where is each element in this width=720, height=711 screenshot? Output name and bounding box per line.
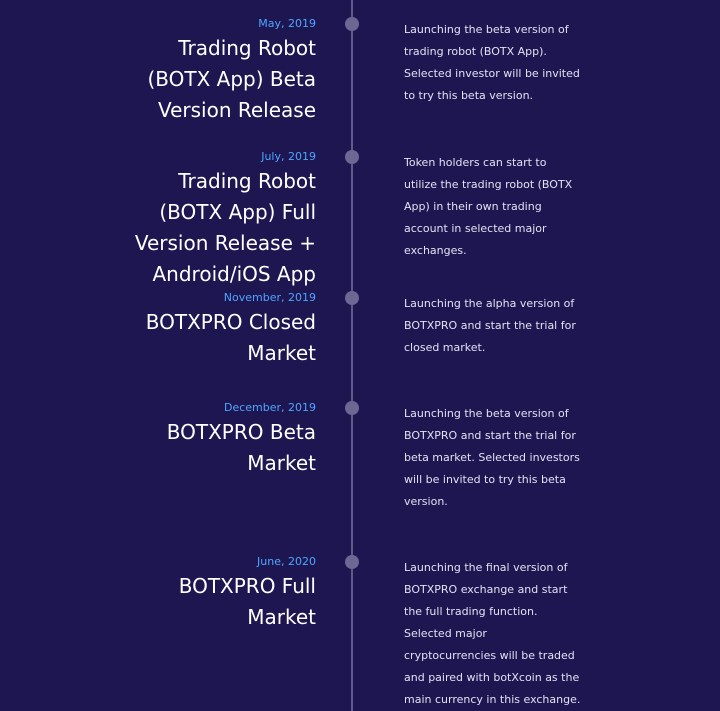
milestone-date: December, 2019 xyxy=(223,401,316,414)
milestone-description: Launching the beta version of trading robot (BOTX App). Selected investor will be invited to try this beta version. xyxy=(404,23,580,102)
timeline-dot xyxy=(345,291,359,305)
milestone-description: Token holders can start to utilize the trading robot (BOTX App) in their own trading account in selected major exchanges. xyxy=(404,156,573,257)
milestone-title: BOTXPRO Closed Market xyxy=(145,310,316,365)
milestone-description: Launching the alpha version of BOTXPRO and start the trial for closed market. xyxy=(404,297,576,354)
milestone-title: BOTXPRO Full Market xyxy=(178,574,316,629)
timeline-line xyxy=(351,0,353,711)
milestone-date: May, 2019 xyxy=(258,17,316,30)
milestone-description: Launching the final version of BOTXPRO exchange and start the full trading function. Selected major cryptocurrencies will be traded and paired with botXcoin as the main currency in this exchange. xyxy=(404,561,581,706)
milestone-title: Trading Robot (BOTX App) Full Version Release + Android/iOS App xyxy=(134,169,316,286)
milestone-title: BOTXPRO Beta Market xyxy=(166,420,316,475)
milestone-title: Trading Robot (BOTX App) Beta Version Release xyxy=(147,36,316,122)
timeline-dot xyxy=(345,150,359,164)
timeline-dot xyxy=(345,555,359,569)
milestone-date: June, 2020 xyxy=(257,555,316,568)
milestone-description: Launching the beta version of BOTXPRO and start the trial for beta market. Selected investors will be invited to try this beta version. xyxy=(404,407,580,508)
timeline-dot xyxy=(345,17,359,31)
milestone-date: November, 2019 xyxy=(223,291,316,304)
milestone-date: July, 2019 xyxy=(261,150,316,163)
timeline-dot xyxy=(345,401,359,415)
